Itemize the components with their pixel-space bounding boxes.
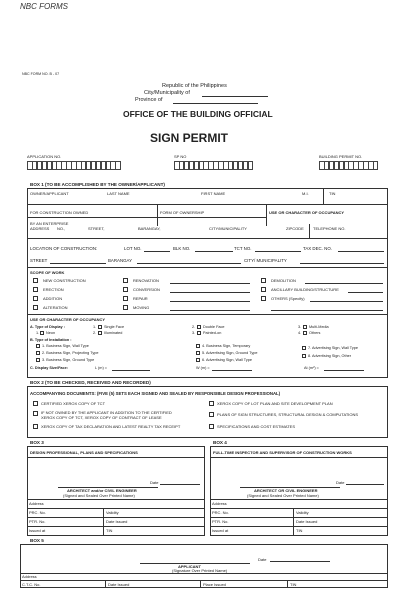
address-city-label: CITY/MUNICIPALITY xyxy=(209,226,247,231)
scope-repair-label: REPAIR xyxy=(133,296,148,301)
doc-specs-checkbox[interactable] xyxy=(209,424,214,429)
scope-new-construction-checkbox[interactable] xyxy=(33,278,38,283)
first-name-label: FIRST NAME xyxy=(201,191,226,196)
td-single-label: Single Face xyxy=(104,325,125,329)
lot-no-label: LOT NO. xyxy=(124,246,142,251)
for-construction-owned-label: FOR CONSTRUCTION OWNED xyxy=(30,210,89,215)
box4-tin-label: TIN xyxy=(296,528,303,533)
use-title: USE OR CHARACTER OF OCCUPANCY xyxy=(30,317,106,322)
td-double-label: Double Face xyxy=(203,325,225,329)
box3-sig-sub: (Signed and Sealed Over Printed Name) xyxy=(63,493,135,498)
tct-no-label: TCT NO. xyxy=(234,246,252,251)
td-illum-label: Illuminated xyxy=(104,331,123,335)
by-an-enterprise-label: BY AN ENTERPRISE xyxy=(30,221,69,226)
display-size-label: C. Display Size/Face: xyxy=(30,366,68,370)
location-label: LOCATION OF CONSTRUCTION: xyxy=(30,246,98,251)
city-label: City/Municipality of xyxy=(144,90,190,96)
width-label: W (m) = xyxy=(196,366,210,370)
type-display-label: A. Type of Display : xyxy=(30,325,65,329)
ti-8-checkbox[interactable] xyxy=(302,354,306,358)
box5-applicant-sub: (Signature Over Printed Name) xyxy=(172,568,228,573)
form-number: NBC FORM NO. B - 07 xyxy=(22,72,60,76)
page-title: SIGN PERMIT xyxy=(150,131,229,145)
doc-tax-checkbox[interactable] xyxy=(33,424,38,429)
ti-5-checkbox[interactable] xyxy=(196,351,200,355)
box2-title: BOX 2 (TO BE CHECKED, RECEIVED AND RECORDED) xyxy=(30,380,151,385)
scope-moving-label: MOVING xyxy=(133,305,150,310)
doc-structures-checkbox[interactable] xyxy=(209,412,214,417)
box3-title: BOX 3 xyxy=(30,440,44,445)
box4-sig-title: ARCHITECT OR CIVIL ENGINEER xyxy=(254,488,318,493)
scope-others-checkbox[interactable] xyxy=(261,296,266,301)
type-install-label: B. Type of Installation : xyxy=(30,338,72,342)
box3-prc-label: PRC. No. xyxy=(29,510,46,515)
box5-title: BOX 5 xyxy=(30,538,44,543)
form-of-ownership-label: FORM OF OWNERSHIP xyxy=(160,210,205,215)
td-multi-num: 3. xyxy=(298,325,302,329)
td-others-num: 4. xyxy=(298,331,302,335)
scope-addition-checkbox[interactable] xyxy=(33,296,38,301)
box4-address-label: Address xyxy=(212,501,227,506)
barangay2-label: BARANGAY xyxy=(108,258,133,263)
box5-ctc-label: C.T.C. No. xyxy=(22,582,41,587)
docs-title: ACCOMPANYING DOCUMENTS: (FIVE (5) SETS EACH SIGNED AND SEALED BY RESPONSIBLE DESIGN PROFESSIONAL) xyxy=(30,391,281,396)
box5-tin-label: TIN xyxy=(290,582,297,587)
box3-tin-label: TIN xyxy=(106,528,113,533)
zipcode-label: ZIPCODE xyxy=(286,226,304,231)
province-line xyxy=(173,103,258,104)
sp-no-label: SP NO xyxy=(174,154,187,159)
building-permit-no-cells[interactable] xyxy=(319,161,378,170)
address-street-label: STREET, xyxy=(88,226,105,231)
doc-lease-label-2: XEROX COPY OF TCT, XEROX COPY OF CONTRACT OF LEASE xyxy=(41,415,162,420)
address-no-label: NO., xyxy=(57,226,66,231)
scope-demolition-label: DEMOLITION xyxy=(271,278,296,283)
scope-erection-checkbox[interactable] xyxy=(33,287,38,292)
td-single-checkbox[interactable] xyxy=(98,325,102,329)
box3-ptr-label: PTR. No. xyxy=(29,519,46,524)
scope-ancillary-checkbox[interactable] xyxy=(261,287,266,292)
box5-date-issued-label: Date Issued xyxy=(108,582,130,587)
ti-2-label: 2. Business Sign, Projecting Type xyxy=(42,351,99,355)
scope-addition-label: ADDITION xyxy=(43,296,63,301)
ti-3-checkbox[interactable] xyxy=(36,358,40,362)
ti-8-label: 8. Advertising Sign, Other xyxy=(308,354,352,358)
box3-address-label: Address xyxy=(29,501,44,506)
td-others-checkbox[interactable] xyxy=(303,331,307,335)
area-label: At (m²) = xyxy=(304,366,319,370)
ti-7-label: 7. Advertising Sign, Wall Type xyxy=(308,346,359,350)
building-permit-no-label: BUILDING PERMIT NO. xyxy=(319,154,363,159)
box3-date-issued-label: Date Issued xyxy=(106,519,128,524)
mi-label: M.I. xyxy=(302,191,309,196)
box3-sig-title: ARCHITECT and/or CIVIL ENGINEER xyxy=(67,488,137,493)
td-double-num: 2. xyxy=(192,325,196,329)
doc-tax-label: XEROX COPY OF TAX DECLARATION AND LATEST REALTY TAX RECEIPT xyxy=(41,424,181,429)
td-illum-checkbox[interactable] xyxy=(98,331,102,335)
application-no-label: APPLICATION NO. xyxy=(27,154,62,159)
doc-specs-label: SPECIFICATIONS AND COST ESTIMATES xyxy=(217,424,296,429)
td-painted-num: 3. xyxy=(192,331,196,335)
address-barangay-label: BARANGAY, xyxy=(138,226,161,231)
last-name-label: LAST NAME xyxy=(107,191,130,196)
length-label: L (m) = xyxy=(95,366,107,370)
td-others-label: Others xyxy=(309,331,321,335)
scope-erection-label: ERECTION xyxy=(43,287,64,292)
td-double-checkbox[interactable] xyxy=(197,325,201,329)
address-label: ADDRESS xyxy=(30,226,50,231)
box5-date-label: Date xyxy=(258,557,267,562)
city2-label: CITY/ MUNICIPALITY xyxy=(244,258,287,263)
scope-moving-checkbox[interactable] xyxy=(123,305,128,310)
scope-alteration-label: ALTERATION xyxy=(43,305,68,310)
box4-heading: FULL-TIME INSPECTOR AND SUPERVISOR OF CONSTRUCTION WORKS xyxy=(213,450,352,455)
td-painted-checkbox[interactable] xyxy=(197,331,201,335)
doc-tct-checkbox[interactable] xyxy=(33,401,38,406)
telephone-label: TELEPHONE NO. xyxy=(313,226,346,231)
ti-6-checkbox[interactable] xyxy=(196,358,200,362)
sp-no-cells[interactable] xyxy=(174,161,253,170)
scope-conversion-label: CONVERSION xyxy=(133,287,160,292)
box4-title: BOX 4 xyxy=(213,440,227,445)
box1-title: BOX 1 (TO BE ACCOMPLISHED BY THE OWNER/APPLICANT) xyxy=(30,182,165,187)
scope-renovation-checkbox[interactable] xyxy=(123,278,128,283)
city-line xyxy=(202,96,268,97)
td-neon-label: Neon xyxy=(46,331,56,335)
ti-4-label: 4. Business Sign, Temporary xyxy=(202,344,251,348)
ti-7-checkbox[interactable] xyxy=(302,346,306,350)
republic-label: Republic of the Philippines xyxy=(162,83,227,89)
office-title: OFFICE OF THE BUILDING OFFICIAL xyxy=(123,109,273,119)
box4-sig-sub: (Signed and Sealed Over Printed Name) xyxy=(247,493,319,498)
doc-lease-label-1: IF NOT OWNED BY THE APPLICANT IN ADDITION TO THE CERTIFIED xyxy=(41,410,172,415)
tin-label: TIN xyxy=(329,191,336,196)
scope-conversion-checkbox[interactable] xyxy=(123,287,128,292)
scope-new-construction-label: NEW CONSTRUCTION xyxy=(43,278,86,283)
ti-5-label: 5. Advertising Sign, Ground Type xyxy=(202,351,258,355)
use-character-label: USE OR CHARACTER OF OCCUPANCY xyxy=(269,210,345,215)
scope-repair-checkbox[interactable] xyxy=(123,296,128,301)
application-no-cells[interactable] xyxy=(27,161,120,170)
box3-date-label: Date xyxy=(150,480,159,485)
box4-date-issued-label: Date Issued xyxy=(296,519,318,524)
ti-1-label: 1. Business Sign, Wall Type xyxy=(42,344,89,348)
box5-applicant: APPLICANT xyxy=(178,564,201,569)
doc-lot-plan-label: XEROX COPY OF LOT PLAN AND SITE DEVELOPMENT PLAN xyxy=(217,401,333,406)
province-label: Province of xyxy=(135,97,163,103)
box4-ptr-label: PTR. No. xyxy=(212,519,229,524)
td-multi-label: Multi-Media xyxy=(309,325,329,329)
blk-no-label: BLK NO. xyxy=(173,246,191,251)
ti-1-checkbox[interactable] xyxy=(36,344,40,348)
ti-3-label: 3. Business Sign, Ground Type xyxy=(42,358,95,362)
box4-validity-label: Validity xyxy=(296,510,309,515)
doc-lot-plan-checkbox[interactable] xyxy=(209,401,214,406)
box3-validity-label: Validity xyxy=(106,510,119,515)
nbc-forms-title: NBC FORMS xyxy=(20,2,68,11)
doc-structures-label: PLANS OF SIGN STRUCTURES, STRUCTURAL DESIGN & COMPUTATIONS xyxy=(217,412,359,417)
owner-label: OWNER/APPLICANT xyxy=(30,191,69,196)
td-multi-checkbox[interactable] xyxy=(303,325,307,329)
box3-heading: DESIGN PROFESSIONAL, PLANS AND SPECIFICATIONS xyxy=(30,450,138,455)
street2-label: STREET xyxy=(30,258,48,263)
box4-date-label: Date xyxy=(336,480,345,485)
ti-2-checkbox[interactable] xyxy=(36,351,40,355)
scope-demolition-checkbox[interactable] xyxy=(261,278,266,283)
box4-issued-at-label: Issued at xyxy=(212,528,229,533)
scope-title: SCOPE OF WORK xyxy=(30,270,65,275)
box3-issued-at-label: Issued at xyxy=(29,528,46,533)
tax-dec-label: TAX DEC. NO. xyxy=(303,246,332,251)
doc-lease-checkbox[interactable] xyxy=(33,411,38,416)
scope-alteration-checkbox[interactable] xyxy=(33,305,38,310)
scope-others-label: OTHERS (Specify) xyxy=(271,296,305,301)
scope-ancillary-label: ANCILLARY BUILDING/STRUCTURE xyxy=(271,287,339,292)
td-neon-checkbox[interactable] xyxy=(40,331,44,335)
box5-address-label: Address xyxy=(22,574,37,579)
box5-place-issued-label: Place Issued xyxy=(203,582,226,587)
td-neon-num: 1. xyxy=(36,331,40,335)
box4-prc-label: PRC. No. xyxy=(212,510,229,515)
td-illum-num: 2. xyxy=(93,331,97,335)
td-painted-label: Painted-on xyxy=(203,331,222,335)
doc-tct-label: CERTIFIED XEROX COPY OF TCT xyxy=(41,401,106,406)
ti-6-label: 6. Advertising Sign, Wall Type xyxy=(202,358,253,362)
scope-renovation-label: RENOVATION xyxy=(133,278,159,283)
td-single-num: 1. xyxy=(93,325,97,329)
ti-4-checkbox[interactable] xyxy=(196,344,200,348)
